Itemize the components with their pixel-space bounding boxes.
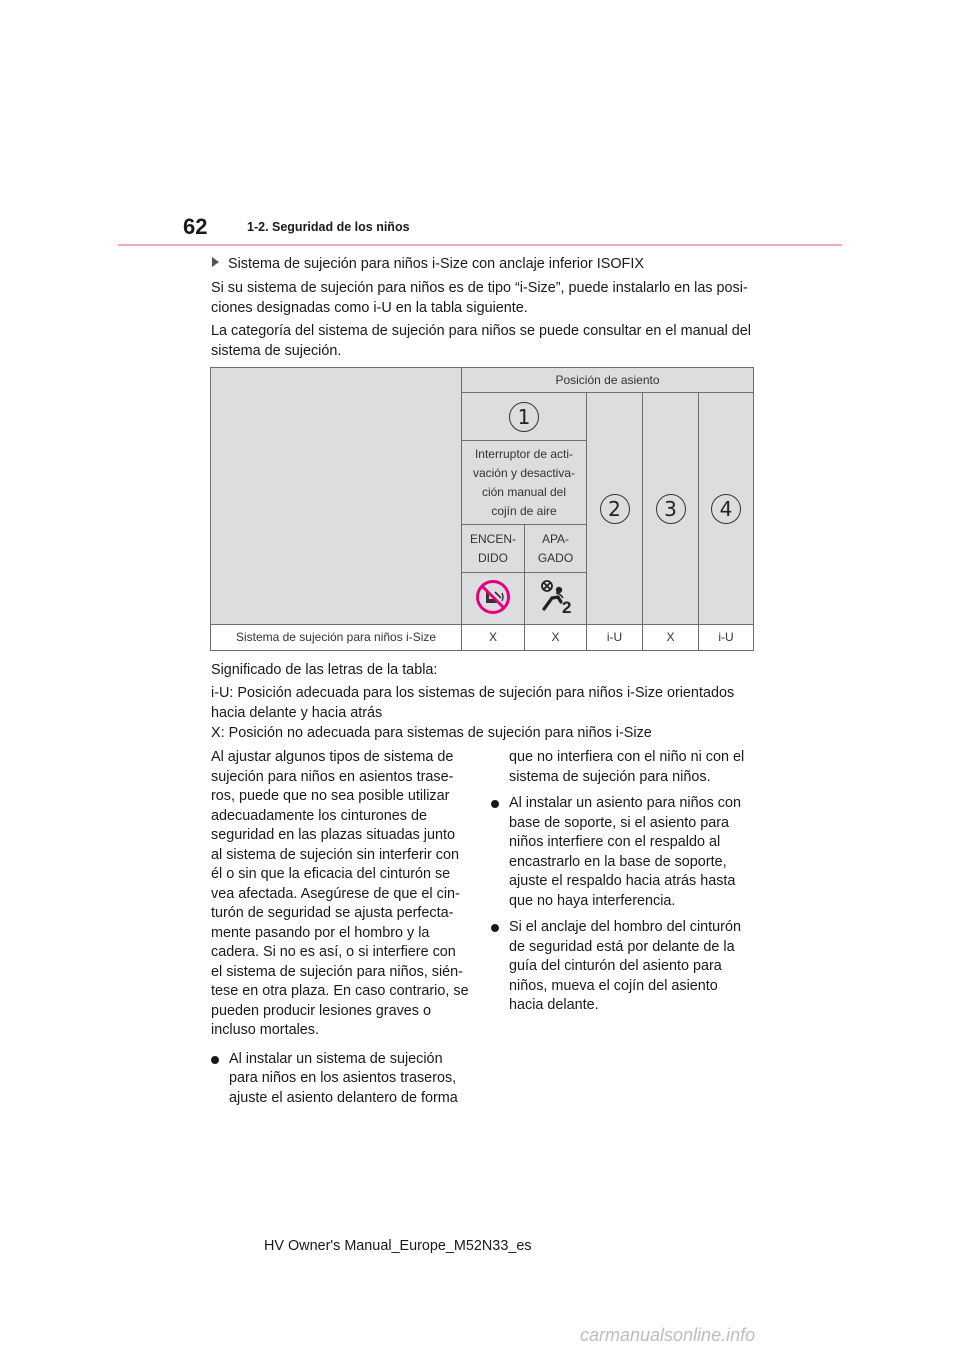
seat-3-header [643,393,699,625]
airbag-off-seat-icon [475,579,511,615]
bullet-dot-icon [491,800,499,808]
seat-2-header [587,393,643,625]
table-cell-value: i-U [718,630,734,644]
watermark: carmanualsonline.info [580,1325,756,1345]
legend-x: X: Posición no adecuada para sistemas de sujeción para niños i-Size [211,725,652,741]
intro-paragraph-1: Si su sistema de sujeción para niños es de tipo “i-Size”, puede instalarlo en las posi-ciones designadas como i-U en la tabla siguiente. [211,280,748,316]
bullet-item [491,918,753,1016]
table-cell [643,625,699,651]
triangle-bullet-icon [212,257,219,267]
table-cell [525,625,587,651]
seat-number-4: 4 [711,494,741,524]
airbag-switch-line: Interruptor de acti- [474,446,574,461]
table-corner-cell [211,368,462,625]
isofix-heading-text: Sistema de sujeción para niños i-Size con anclaje inferior ISOFIX [228,256,644,272]
page-number: 62 [183,214,208,239]
seat-4-header [699,393,754,625]
airbag-on-passenger-icon [536,579,576,615]
seat-position-table [210,367,754,651]
intro-paragraph-2: La categoría del sistema de sujeción para niños se puede consultar en el manual del sistema de sujeción. [211,323,751,359]
bullet-item [211,1050,469,1109]
seat-number-2: 2 [600,494,630,524]
table-cell-value: X [666,630,675,644]
left-column [211,748,469,1108]
airbag-off-icon-cell [462,573,525,625]
legend-iu: i-U: Posición adecuada para los sistemas de sujeción para niños i-Size orientados hacia delante y hacia atrás [211,685,735,721]
bullet-dot-icon [491,924,499,932]
seatbelt-warning-paragraph: Al ajustar algunos tipos de sistema de sujeción para niños en asientos trase-ros, puede que no sea posible utilizar adecuadamente los cinturones de seguridad en las plazas situadas junto al sistema de sujeción sin interferir con él o sin que la eficacia del cinturón se vea afectada. Asegúrese de que el cin-turón de seguridad se ajusta perfecta-mente pasando por el hombro y la cadera. Si no es así, o si interfiere con el sistema de sujeción para niños, sién-tese en otra plaza. En caso contrario, se pueden producir lesiones graves o incluso mortales. [211,749,469,1038]
airbag-switch-line: vación y desactiva- [472,465,576,480]
table-cell-value: i-U [606,630,623,644]
bullet-text: Al instalar un asiento para niños con base de soporte, si el asiento para niños interfiere con el respaldo al encastrarlo en la base de soporte, ajuste el respaldo hacia atrás hasta que no haya interferencia. [509,795,741,909]
apagado-cell [525,525,587,573]
bullet-text: Si el anclaje del hombro del cinturón de seguridad está por delante de la guía del cinturón del asiento para niños, mueva el cojín del asiento hacia delante. [509,919,741,1013]
table-cell-value: X [488,630,497,644]
bullet-continuation [491,748,753,787]
apagado-line: GADO [537,550,574,565]
bullet-item [491,794,753,911]
right-column [491,748,753,1016]
table-cell-value: X [551,630,560,644]
encendido-cell [462,525,525,573]
table-cell [462,625,525,651]
bullet-text: que no interfiera con el niño ni con el sistema de sujeción para niños. [509,749,745,785]
bullet-text: Al instalar un sistema de sujeción para niños en los asientos traseros, ajuste el asiento delantero de forma [229,1050,458,1106]
seat-number-3: 3 [656,494,686,524]
apagado-line: APA- [541,531,570,546]
seat-position-header-text: Posición de asiento [555,372,660,387]
airbag-switch-label [462,441,587,525]
header-divider [118,244,842,246]
isize-row-label-text: Sistema de sujeción para niños i-Size [235,630,437,644]
seat-1-header [462,393,587,441]
legend-title: Significado de las letras de la tabla: [211,662,438,678]
svg-text:2: 2 [561,598,571,615]
airbag-on-icon-cell [525,573,587,625]
bullet-dot-icon [211,1056,219,1064]
isofix-heading [212,255,644,275]
encendido-line: DIDO [478,550,508,565]
airbag-switch-line: cojín de aire [491,503,557,518]
table-cell [587,625,643,651]
footer-manual-name: HV Owner's Manual_Europe_M52N33_es [264,1238,532,1254]
table-cell [699,625,754,651]
isize-row-label [211,625,462,651]
airbag-switch-line: ción manual del [481,484,567,499]
encendido-line: ENCEN- [469,531,516,546]
section-title: 1-2. Seguridad de los niños [247,220,410,234]
seat-number-1: 1 [509,402,539,432]
seat-position-header [462,368,754,393]
